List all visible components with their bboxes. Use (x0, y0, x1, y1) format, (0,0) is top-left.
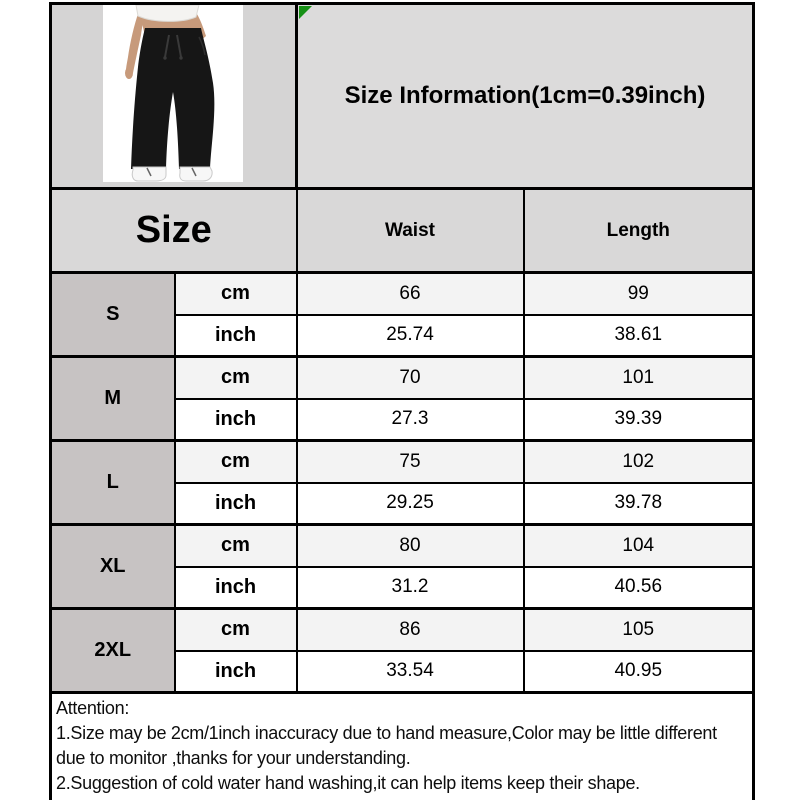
waist-value: 70 (297, 357, 524, 399)
size-label-s: S (51, 273, 175, 357)
length-value: 99 (524, 273, 754, 315)
length-value: 105 (524, 609, 754, 651)
waist-value: 31.2 (297, 567, 524, 609)
unit-label: inch (175, 315, 297, 357)
length-column-header: Length (524, 189, 754, 273)
attention-item-2: 2.Suggestion of cold water hand washing,it can help items keep their shape. (56, 773, 640, 793)
size-information-title-cell (297, 4, 754, 189)
size-chart-table (49, 2, 755, 800)
page-title: Size Information(1cm=0.39inch) (344, 82, 706, 109)
unit-label: inch (175, 567, 297, 609)
waist-value: 29.25 (297, 483, 524, 525)
unit-label: cm (175, 525, 297, 567)
unit-label: inch (175, 483, 297, 525)
length-value: 39.78 (524, 483, 754, 525)
table-row (51, 441, 754, 483)
length-value: 101 (524, 357, 754, 399)
size-label-2xl: 2XL (51, 609, 175, 693)
length-value: 40.95 (524, 651, 754, 693)
table-header-row (51, 189, 754, 273)
product-photo-cell (51, 4, 297, 189)
waist-value: 33.54 (297, 651, 524, 693)
table-row (51, 525, 754, 567)
attention-heading: Attention: (56, 698, 130, 718)
length-value: 104 (524, 525, 754, 567)
waist-value: 75 (297, 441, 524, 483)
unit-label: cm (175, 273, 297, 315)
length-value: 102 (524, 441, 754, 483)
unit-label: cm (175, 609, 297, 651)
length-value: 40.56 (524, 567, 754, 609)
attention-note (51, 693, 754, 800)
size-label-l: L (51, 441, 175, 525)
table-row (51, 357, 754, 399)
attention-item-1: 1.Size may be 2cm/1inch inaccuracy due to hand measure,Color may be little different due to monitor ,thanks for your understanding. (56, 723, 717, 768)
waist-value: 66 (297, 273, 524, 315)
table-row (51, 4, 754, 189)
waist-value: 86 (297, 609, 524, 651)
green-corner-marker-icon (299, 6, 312, 19)
length-value: 38.61 (524, 315, 754, 357)
size-label-m: M (51, 357, 175, 441)
table-row (51, 693, 754, 800)
waist-value: 80 (297, 525, 524, 567)
size-label-xl: XL (51, 525, 175, 609)
unit-label: inch (175, 399, 297, 441)
table-row (51, 609, 754, 651)
size-column-header: Size (51, 189, 297, 273)
length-value: 39.39 (524, 399, 754, 441)
unit-label: inch (175, 651, 297, 693)
unit-label: cm (175, 441, 297, 483)
table-row (51, 273, 754, 315)
waist-value: 27.3 (297, 399, 524, 441)
waist-column-header: Waist (297, 189, 524, 273)
unit-label: cm (175, 357, 297, 399)
waist-value: 25.74 (297, 315, 524, 357)
pants-product-image (52, 5, 297, 182)
